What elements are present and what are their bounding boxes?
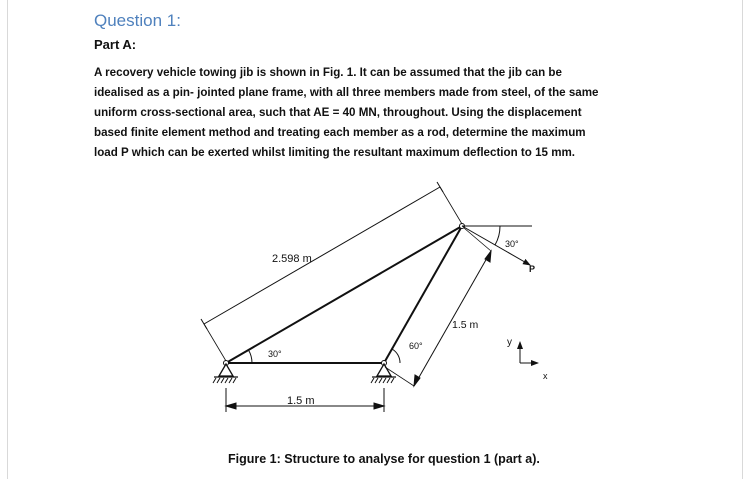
label-load: P	[529, 264, 536, 274]
arc-angle-right	[392, 349, 400, 363]
part-title: Part A:	[94, 37, 137, 52]
paragraph-line-5: load P which can be exerted whilst limiting the resultant maximum deflection to 15 mm.	[94, 146, 576, 159]
arc-angle-top	[495, 226, 500, 245]
paragraph-line-1: A recovery vehicle towing jib is shown in Fig. 1. It can be assumed that the jib can be	[94, 66, 562, 79]
dimension-diagonal	[201, 182, 462, 361]
load-arrow-p	[462, 226, 530, 265]
label-angle-right: 60°	[409, 341, 423, 351]
label-axis-x: x	[543, 371, 548, 381]
label-axis-y: y	[507, 337, 512, 348]
label-angle-top: 30°	[505, 239, 519, 249]
label-vertical-length: 1.5 m	[452, 319, 479, 331]
question-title: Question 1:	[94, 11, 181, 30]
vertical-member	[384, 226, 462, 363]
pin-support-left	[213, 364, 238, 383]
coordinate-axes	[520, 342, 538, 363]
label-base-length: 1.5 m	[287, 395, 315, 407]
diagonal-member	[226, 226, 462, 363]
label-angle-left: 30°	[268, 349, 282, 359]
figure-caption: Figure 1: Structure to analyse for question 1 (part a).	[228, 452, 540, 466]
paragraph-line-2: idealised as a pin- jointed plane frame, with all three members made from steel, of the same	[94, 86, 599, 99]
paragraph-line-3: uniform cross-sectional area, such that AE = 40 MN, throughout. Using the displacement	[94, 106, 582, 119]
truss-diagram	[190, 180, 570, 420]
dimension-vertical	[385, 228, 491, 386]
arc-angle-left	[249, 350, 253, 363]
paragraph-line-4: based finite element method and treating each member as a rod, determine the maximum	[94, 126, 586, 139]
problem-paragraph	[94, 63, 654, 163]
label-diagonal-length: 2.598 m	[272, 253, 312, 265]
pin-support-right	[371, 364, 396, 383]
